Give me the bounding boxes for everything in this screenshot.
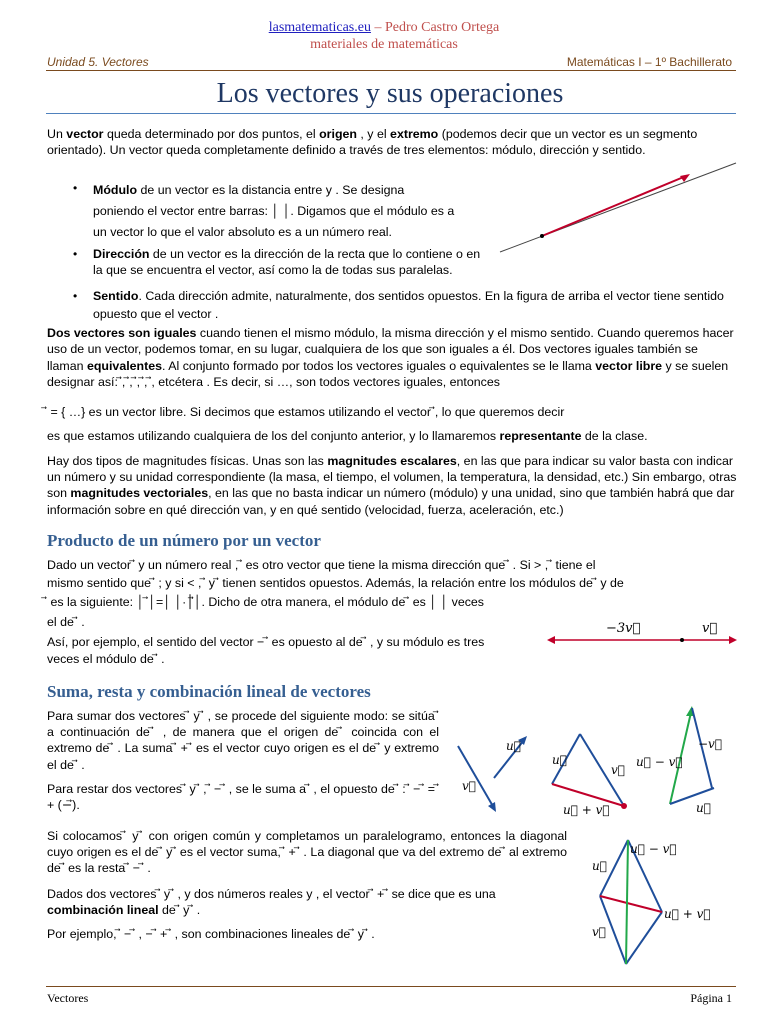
u-label-par: u⃗ xyxy=(592,859,607,873)
title-divider xyxy=(46,113,736,114)
v-label-sum: v⃗ xyxy=(611,763,625,777)
parallelogram-figure xyxy=(576,832,740,972)
u-label-diff: u⃗ xyxy=(696,801,711,815)
suma-paragraph-5: Por ejemplo, ⃗ − ⃗ , − ⃗ + ⃗ , son combinaciones lineales de ⃗ y ⃗ . xyxy=(47,927,375,941)
intro-paragraph xyxy=(47,126,735,158)
sentido-text: . Cada dirección admite, naturalmente, dos sentidos opuestos. En la figura de arriba el vector tiene sentido opuesto que el vector . xyxy=(93,289,724,321)
common-origin xyxy=(680,638,684,642)
site-subtitle: materiales de matemáticas xyxy=(310,37,458,52)
course-label: Matemáticas I – 1º Bachillerato xyxy=(566,55,732,69)
vector-direction-figure xyxy=(496,160,740,256)
site-separator: – xyxy=(370,20,385,35)
iguales-text-5: es que estamos utilizando cualquiera de los del conjunto anterior, y lo llamaremos xyxy=(47,429,500,443)
origin-point xyxy=(540,234,544,238)
bullet-direccion xyxy=(67,246,491,278)
site-header xyxy=(0,20,768,36)
u-minus-v-label: u⃗ − v⃗ xyxy=(636,755,683,769)
vector-libre-term: vector libre xyxy=(595,358,663,373)
header-divider xyxy=(46,70,736,71)
producto-line-3: ⃗ es la siguiente: │ ⃗│=│ │·│⃗│. Dicho de otra manera, el módulo de ⃗ es │ │ veces xyxy=(47,595,484,609)
producto-line-6: veces el módulo de ⃗ . xyxy=(47,652,165,666)
representante-term: representante xyxy=(499,429,582,443)
unit-label: Unidad 5. Vectores xyxy=(47,55,149,69)
sum-endpoint xyxy=(621,803,627,809)
suma-p4-text-b: de ⃗ y ⃗ . xyxy=(158,903,201,918)
escalares-term: magnitudes escalares xyxy=(327,454,457,468)
intro-term-origen: origen xyxy=(319,127,357,141)
site-author: Pedro Castro Ortega xyxy=(384,20,500,35)
scalar-product-figure xyxy=(544,614,740,654)
bullet-dot: • xyxy=(73,181,78,195)
neg3v-arrowhead xyxy=(547,636,555,644)
modulo-text-3: un vector lo que el valor absoluto es a un número real. xyxy=(93,225,392,239)
intro-text-a: Un xyxy=(47,127,67,141)
u-minus-v-label-par: u⃗ − v⃗ xyxy=(630,842,677,856)
u-label-sum: u⃗ xyxy=(552,753,567,767)
footer-divider xyxy=(46,986,736,987)
producto-line-5: Así, por ejemplo, el sentido del vector − ⃗ es opuesto al de ⃗ , y su módulo es tres xyxy=(47,635,485,649)
u-side-bottom xyxy=(626,912,662,964)
page-title: Los vectores y sus operaciones xyxy=(216,78,564,109)
magnitudes-paragraph xyxy=(47,453,737,518)
iguales-text-3: y se suelen designar así: ⃗, ⃗, ⃗, ⃗, ⃗, etcétera . Es decir, si …, son todos vectores iguales, entonces xyxy=(47,358,729,390)
suma-p4-text-a: Dados dos vectores ⃗ y ⃗ , y dos números reales y , el vector ⃗ + ⃗ se dice que es una xyxy=(47,887,496,901)
sum-diagonal xyxy=(600,896,662,912)
page-number: Página 1 xyxy=(690,991,732,1005)
bullet-sentido xyxy=(67,287,737,323)
direccion-term: Dirección xyxy=(93,247,150,261)
suma-paragraph-2: Para restar dos vectores ⃗ y ⃗ , ⃗ − ⃗ , se le suma a ⃗ , el opuesto de ⃗ : ⃗ − ⃗ = ⃗ + (−⃗). xyxy=(47,782,439,813)
producto-line-1: Dado un vector ⃗ y un número real , ⃗ es otro vector que tiene la misma dirección que ⃗ . Si > , ⃗ tiene el xyxy=(47,558,596,572)
bullet-dot: • xyxy=(73,247,78,261)
sentido-term: Sentido xyxy=(93,289,139,303)
neg-v-label: −v⃗ xyxy=(698,737,723,751)
suma-paragraph-4 xyxy=(47,886,567,918)
v-label-par: v⃗ xyxy=(592,925,606,939)
site-link[interactable]: lasmatematicas.eu xyxy=(268,20,371,35)
magnitudes-text-1: Hay dos tipos de magnitudes físicas. Unas son las xyxy=(47,454,328,468)
vector-sum-figures xyxy=(448,704,740,832)
u-plus-v-label-par: u⃗ + v⃗ xyxy=(664,907,711,921)
combinacion-lineal-term: combinación lineal xyxy=(47,903,159,918)
modulo-text-2: poniendo el vector entre barras: │ │. Digamos que el módulo es a xyxy=(93,204,455,218)
producto-line-2: mismo sentido que ⃗ ; y si < , ⃗ y ⃗ tienen sentidos opuestos. Además, la relación entre los módulos de ⃗ y de xyxy=(47,576,624,590)
intro-term-vector: vector xyxy=(66,127,104,141)
iguales-line-set: ⃗ = { …} es un vector libre. Si decimos que estamos utilizando el vector ⃗, lo que queremos decir xyxy=(47,405,565,419)
v-arrowhead xyxy=(729,636,737,644)
magnitudes-text-2: , en las que para indicar su valor basta con indicar un número y su unidad correspondiente (la masa, el tiempo, el volumen, la temperatura, la densidad, etc.) Sin embargo, otras son xyxy=(47,454,737,501)
bullet-dot: • xyxy=(73,289,78,303)
u-plus-v-label: u⃗ + v⃗ xyxy=(563,803,610,817)
section-heading-suma: Suma, resta y combinación lineal de vectores xyxy=(47,682,371,701)
intro-term-extremo: extremo xyxy=(390,127,439,141)
magnitudes-text-3: , en las que no basta indicar un número (módulo) y una unidad, sino que también habrá que dar información sobre en qué dirección van, y en qué sentido (velocidad, fuerza, aceleración, etc.) xyxy=(47,486,735,517)
bullet-modulo xyxy=(67,180,489,243)
producto-line-4: el de ⃗ . xyxy=(47,615,85,629)
suma-paragraph-3: Si colocamos ⃗ y ⃗ con origen común y completamos un paralelogramo, entonces la diagonal cuyo origen es el de ⃗ y ⃗ es el vector suma, ⃗ + ⃗ . La diagonal que va del extremo de ⃗ al extremo de ⃗ es la resta ⃗ − ⃗ . xyxy=(47,829,567,876)
iguales-text-1: cuando tienen el mismo módulo, la misma dirección y el mismo sentido. Cuando queremos hacer uso de un vector, podemos tomar, en su lugar, cualquiera de los que son iguales a él. Dos vectores iguales también se llaman xyxy=(47,326,734,373)
v-label: v⃗ xyxy=(702,621,718,636)
intro-text-b: queda determinado por dos puntos, el xyxy=(103,127,320,141)
red-vector xyxy=(542,176,686,236)
u-label-free: u⃗ xyxy=(506,739,521,753)
intro-text-d: (podemos decir que un vector es un segmento orientado). Un vector queda completamente definido a través de tres elementos: módulo, dirección y sentido. xyxy=(47,127,698,158)
suma-paragraph-1: Para sumar dos vectores ⃗ y ⃗ , se procede del siguiente modo: se sitúa ⃗ a continuación de ⃗ , de manera que el origen de ⃗ coincida con el extremo de ⃗ . La suma ⃗ + ⃗ es el vector cuyo origen es el de ⃗ y extremo el de ⃗ . xyxy=(47,709,439,772)
section-heading-producto: Producto de un número por un vector xyxy=(47,531,321,550)
equivalentes-term: equivalentes xyxy=(86,358,163,373)
direccion-text: de un vector es la dirección de la recta que lo contiene o en la que se encuentra el vector, así como la de todas sus paralelas. xyxy=(93,247,481,278)
vectoriales-term: magnitudes vectoriales xyxy=(70,486,209,501)
direction-line xyxy=(500,163,736,252)
iguales-text-2: . Al conjunto formado por todos los vectores iguales o equivalentes se le llama xyxy=(162,358,596,373)
iguales-paragraph xyxy=(47,325,737,391)
modulo-term: Módulo xyxy=(93,183,138,197)
diff-diagonal xyxy=(626,840,628,964)
iguales-text-6: de la clase. xyxy=(581,429,648,443)
v-label-free: v⃗ xyxy=(462,779,476,793)
modulo-text-1: de un vector es la distancia entre y . Se designa xyxy=(137,183,405,197)
v-vector xyxy=(458,746,494,808)
neg3v-label: −3v⃗ xyxy=(606,621,641,636)
footer-section: Vectores xyxy=(47,991,89,1005)
iguales-line-repr xyxy=(47,428,737,444)
iguales-term: Dos vectores son iguales xyxy=(47,326,197,340)
intro-text-c: , y el xyxy=(356,127,391,141)
